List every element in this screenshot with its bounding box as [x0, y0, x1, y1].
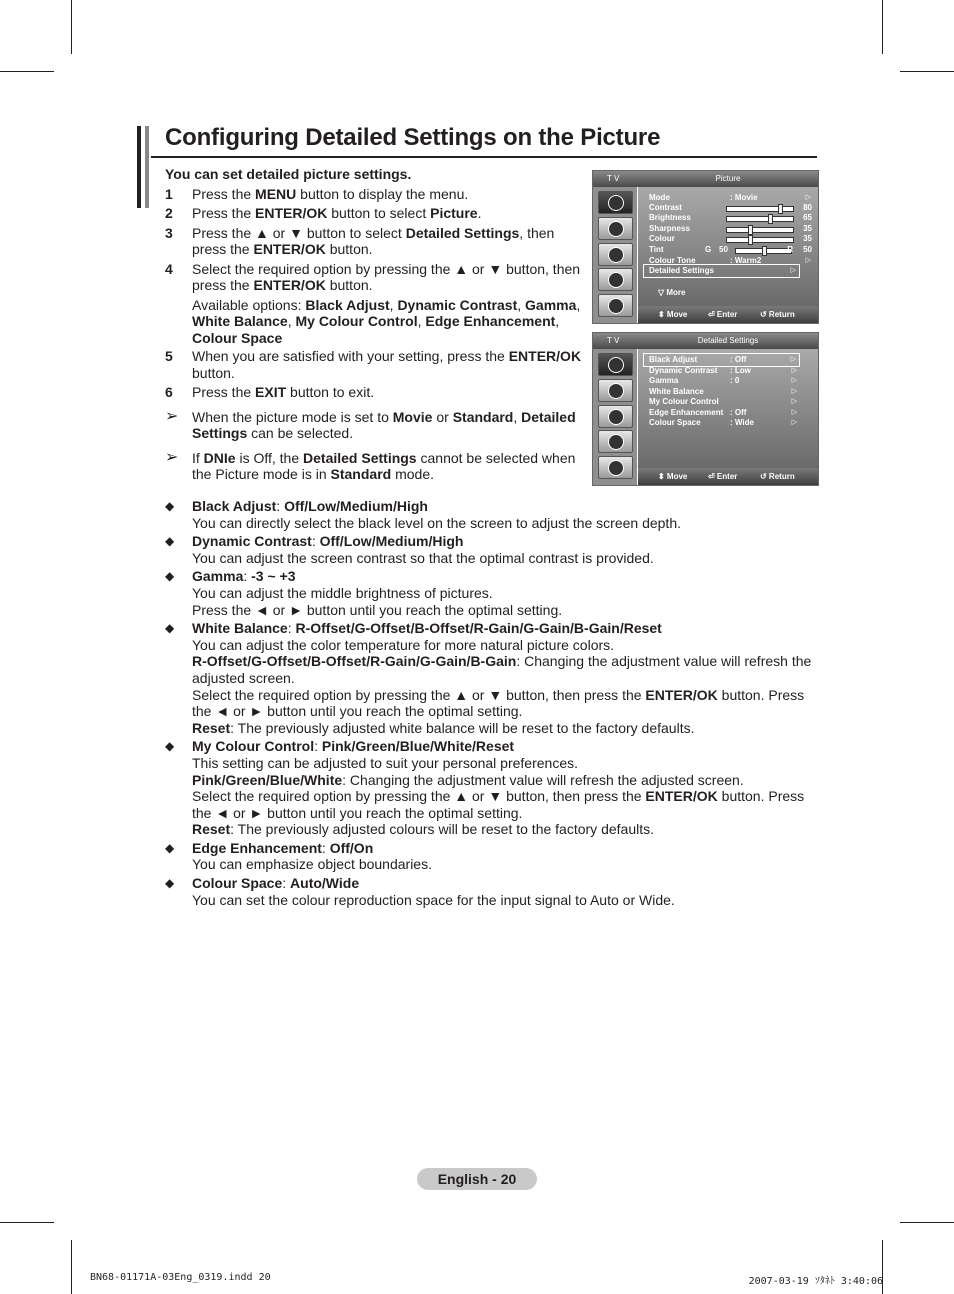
- option-heading: Gamma: -3 ~ +3: [192, 568, 296, 585]
- print-slug-file: BN68-01171A-03Eng_0319.indd 20: [90, 1272, 271, 1283]
- option-item: [165, 738, 815, 838]
- osd-row: Colour Space : Wide ▷: [649, 418, 797, 427]
- option-item: [165, 620, 815, 736]
- intro-text: You can set detailed picture settings.: [165, 166, 412, 182]
- title-rule: [151, 156, 817, 158]
- option-item: [165, 840, 815, 873]
- option-description: Select the required option by pressing the ▲ or ▼ button, then press the ENTER/OK button. Press the ◄ or ► button until you reach the optimal setting.: [192, 686, 805, 720]
- option-heading: Black Adjust: Off/Low/Medium/High: [192, 498, 428, 514]
- notes-list: [165, 409, 585, 483]
- osd-row-contrast: Contrast 80: [649, 203, 812, 212]
- page-title: Configuring Detailed Settings on the Picture: [165, 124, 661, 151]
- osd-row: Black Adjust : Off ▷: [645, 355, 798, 365]
- available-options: Available options: Black Adjust, Dynamic Contrast, Gamma, White Balance, My Colour Control, Edge Enhancement, Colour Space: [192, 296, 581, 346]
- option-description: You can adjust the color temperature for more natural picture colors.: [192, 636, 615, 653]
- picture-icon: [598, 353, 633, 376]
- osd-title: Detailed Settings: [697, 336, 759, 345]
- option-description: Pink/Green/Blue/White: Changing the adjustment value will refresh the adjusted screen.: [192, 771, 744, 788]
- osd-main: [638, 187, 818, 306]
- osd-title: Picture: [715, 174, 741, 183]
- title-decoration: [137, 126, 151, 208]
- osd-return: ↺ Return: [760, 310, 795, 319]
- crop-mark: [0, 1222, 54, 1223]
- option-description: Reset: The previously adjusted white balance will be reset to the factory defaults.: [192, 719, 695, 736]
- diamond-bullet-icon: ◆: [165, 569, 175, 584]
- diamond-bullet-icon: ◆: [165, 534, 175, 549]
- osd-row: My Colour Control ▷: [649, 397, 797, 406]
- osd-row: Dynamic Contrast : Low ▷: [649, 365, 797, 375]
- diamond-bullet-icon: ◆: [165, 499, 175, 513]
- option-description: You can set the colour reproduction space for the input signal to Auto or Wide.: [192, 891, 675, 908]
- picture-icon: [598, 191, 633, 214]
- option-description: R-Offset/G-Offset/B-Offset/R-Gain/G-Gain/B-Gain: Changing the adjustment value will refresh the adjusted screen.: [192, 653, 812, 686]
- osd-row-detailed-settings: Detailed Settings ▷: [645, 266, 798, 276]
- step-item: [165, 205, 585, 222]
- step-text: When you are satisfied with your setting, press the ENTER/OK button.: [192, 348, 582, 381]
- option-heading: Edge Enhancement: Off/On: [192, 839, 374, 856]
- osd-header: [593, 333, 818, 349]
- options-list: [165, 498, 815, 910]
- osd-row-sharpness: Sharpness 35: [649, 224, 812, 233]
- step-text: Select the required option by pressing the ▲ or ▼ button, then press the ENTER/OK button.: [192, 260, 581, 293]
- crop-mark: [900, 71, 954, 72]
- diamond-bullet-icon: ◆: [165, 840, 175, 855]
- note-text: When the picture mode is set to Movie or Standard, Detailed Settings can be selected.: [192, 408, 576, 441]
- osd-main: [638, 349, 818, 468]
- option-item: [165, 568, 815, 618]
- diamond-bullet-icon: ◆: [165, 739, 175, 754]
- channel-icon: [598, 243, 633, 266]
- osd-detailed-settings-menu: [592, 332, 819, 486]
- osd-header: [593, 171, 818, 187]
- osd-row-colour-tone: Colour Tone : Warm2 ▷: [649, 256, 811, 265]
- osd-move: ⬍ Move: [658, 310, 688, 319]
- channel-icon: [598, 405, 633, 428]
- osd-row-tint: Tint G 50 R 50: [649, 245, 812, 254]
- crop-mark: [0, 71, 54, 72]
- crop-mark: [71, 0, 72, 54]
- step-item: [165, 225, 585, 258]
- step-item: [165, 186, 585, 203]
- step-text: Press the ENTER/OK button to select Picture.: [192, 205, 482, 221]
- step-number: 3: [165, 224, 173, 241]
- step-number: 4: [165, 260, 173, 277]
- osd-picture-menu: [592, 170, 819, 324]
- diamond-bullet-icon: ◆: [165, 621, 175, 636]
- osd-enter: ⏎ Enter: [708, 310, 738, 319]
- option-description: You can directly select the black level on the screen to adjust the screen depth.: [192, 514, 682, 531]
- page-number: English - 20: [417, 1168, 537, 1190]
- osd-footer: [638, 306, 818, 323]
- osd-sidebar: [593, 187, 637, 323]
- note-text: If DNIe is Off, the Detailed Settings cannot be selected when the Picture mode is in Standard mode.: [192, 449, 576, 482]
- step-text: Press the MENU button to display the menu.: [192, 185, 469, 202]
- option-description: You can adjust the screen contrast so that the optimal contrast is provided.: [192, 549, 654, 566]
- print-slug-date: 2007-03-19 ｿﾀﾈﾄ 3:40:06: [748, 1276, 883, 1287]
- osd-return: ↺ Return: [760, 472, 795, 481]
- sound-icon: [598, 217, 633, 240]
- step-text: Press the EXIT button to exit.: [192, 384, 375, 400]
- osd-move: ⬍ Move: [658, 472, 688, 481]
- note-arrow-icon: ➢: [165, 407, 179, 425]
- step-item: [165, 261, 585, 294]
- osd-row: Edge Enhancement : Off ▷: [649, 407, 797, 417]
- step-item: [165, 384, 585, 401]
- option-item: [165, 498, 815, 531]
- steps-list-2: [165, 348, 585, 401]
- note-item: [165, 409, 585, 442]
- option-heading: My Colour Control: Pink/Green/Blue/White/Reset: [192, 738, 515, 755]
- osd-row: White Balance ▷: [649, 386, 797, 396]
- option-description: You can emphasize object boundaries.: [192, 856, 432, 873]
- setup-icon: [598, 430, 633, 453]
- osd-tv-label: T V: [607, 336, 620, 345]
- osd-row-mode: Mode : Movie ▷: [649, 193, 811, 202]
- crop-mark: [882, 0, 883, 54]
- osd-enter: ⏎ Enter: [708, 472, 738, 481]
- input-icon: [598, 294, 633, 317]
- note-arrow-icon: ➢: [165, 448, 179, 466]
- option-description: This setting can be adjusted to suit your personal preferences.: [192, 754, 578, 771]
- step-number: 6: [165, 384, 173, 400]
- step-number: 2: [165, 205, 173, 221]
- option-description: You can adjust the middle brightness of pictures.: [192, 584, 493, 601]
- sound-icon: [598, 379, 633, 402]
- option-heading: White Balance: R-Offset/G-Offset/B-Offset/R-Gain/G-Gain/B-Gain/Reset: [192, 620, 662, 637]
- option-heading: Dynamic Contrast: Off/Low/Medium/High: [192, 533, 464, 550]
- option-item: [165, 875, 815, 908]
- osd-footer: [638, 468, 818, 485]
- step-number: 1: [165, 185, 173, 202]
- option-item: [165, 533, 815, 566]
- osd-tv-label: T V: [607, 174, 620, 183]
- option-heading: Colour Space: Auto/Wide: [192, 875, 360, 892]
- setup-icon: [598, 268, 633, 291]
- osd-row-colour: Colour 35: [649, 234, 812, 243]
- crop-mark: [71, 1240, 72, 1294]
- diamond-bullet-icon: ◆: [165, 876, 175, 891]
- option-description: Select the required option by pressing the ▲ or ▼ button, then press the ENTER/OK button. Press the ◄ or ► button until you reach the optimal setting.: [192, 788, 805, 821]
- instructions-column: [165, 166, 585, 483]
- step-number: 5: [165, 348, 173, 364]
- steps-list: [165, 186, 585, 294]
- crop-mark: [900, 1222, 954, 1223]
- step-item: [165, 348, 585, 381]
- step-text: Press the ▲ or ▼ button to select Detailed Settings, then press the ENTER/OK button.: [192, 224, 555, 257]
- note-item: [165, 450, 585, 483]
- osd-row: Gamma : 0 ▷: [649, 376, 797, 385]
- input-icon: [598, 456, 633, 479]
- option-description: Reset: The previously adjusted colours will be reset to the factory defaults.: [192, 821, 654, 838]
- osd-sidebar: [593, 349, 637, 485]
- osd-row-brightness: Brightness 65: [649, 213, 812, 222]
- osd-more: ▽ More: [658, 288, 686, 297]
- option-description: Press the ◄ or ► button until you reach the optimal setting.: [192, 601, 563, 618]
